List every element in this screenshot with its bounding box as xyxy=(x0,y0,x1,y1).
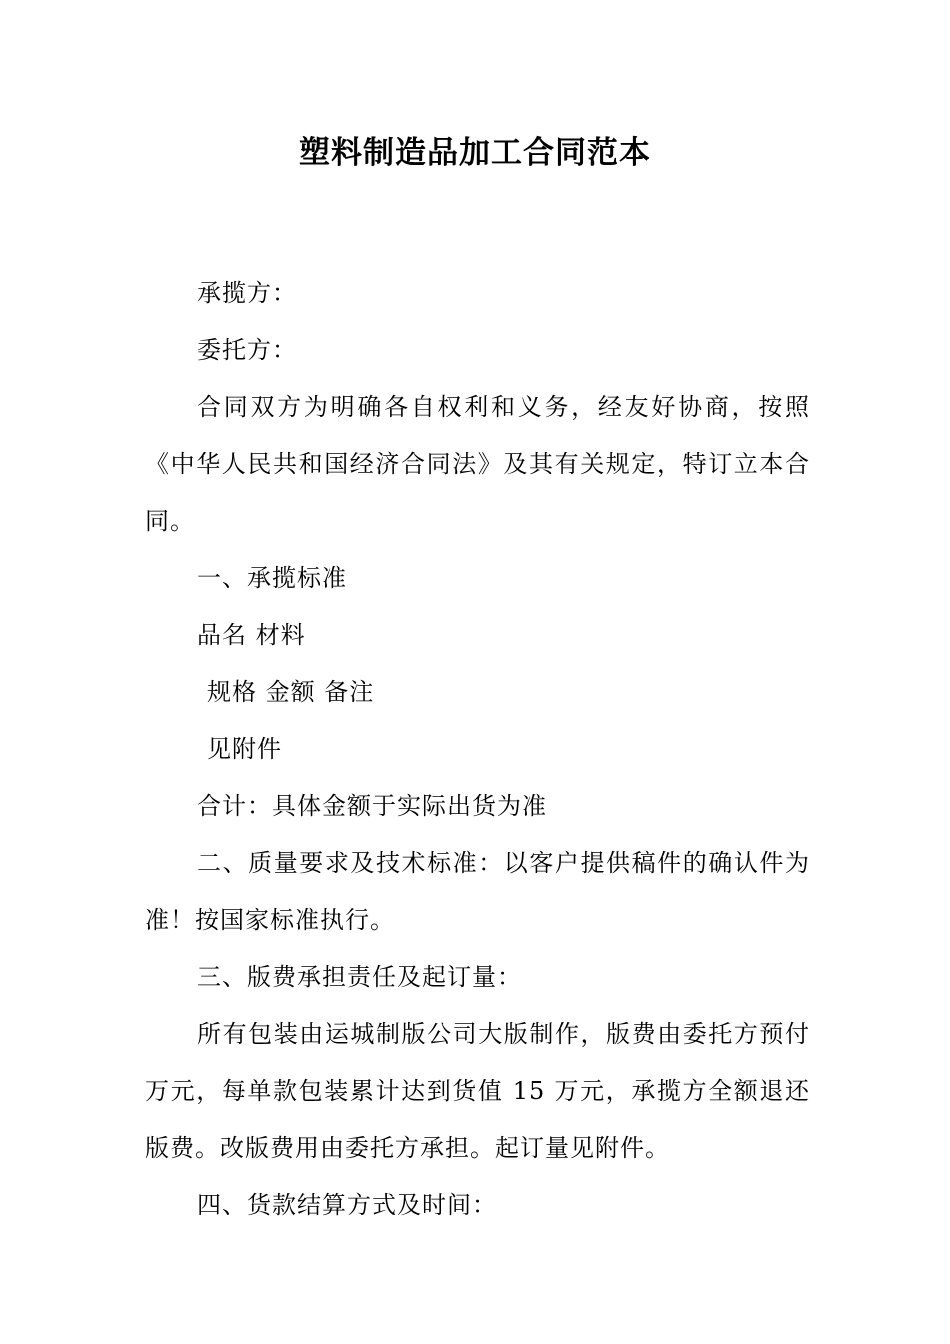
client-line: 委托方： xyxy=(197,336,297,364)
see-attachment-line: 见附件 xyxy=(207,735,282,763)
plate-fee-paragraph: 所有包装由运城制版公司大版制作，版费由委托方预付 万元，每单款包装累计达到货值 15 万元，承揽方全额退还版费。改版费用由委托方承担。起订量见附件。 xyxy=(145,1020,835,1162)
section-1-heading: 一、承揽标准 xyxy=(197,564,347,592)
item-header-name-material: 品名 材料 xyxy=(197,621,306,649)
contractor-line: 承揽方： xyxy=(197,279,297,307)
total-line: 合计：具体金额于实际出货为准 xyxy=(197,792,547,820)
section-4-heading: 四、货款结算方式及时间： xyxy=(197,1191,497,1219)
section-2-paragraph: 二、质量要求及技术标准：以客户提供稿件的确认件为准！按国家标准执行。 xyxy=(145,849,810,934)
preamble-paragraph: 合同双方为明确各自权利和义务，经友好协商，按照《中华人民共和国经济合同法》及其有关规定，特订立本合同。 xyxy=(145,393,810,535)
document-body xyxy=(145,265,835,1234)
document-title: 塑料制造品加工合同范本 xyxy=(299,135,651,171)
item-header-spec-amount-note: 规格 金额 备注 xyxy=(207,678,375,706)
section-3-heading: 三、版费承担责任及起订量： xyxy=(197,963,522,991)
